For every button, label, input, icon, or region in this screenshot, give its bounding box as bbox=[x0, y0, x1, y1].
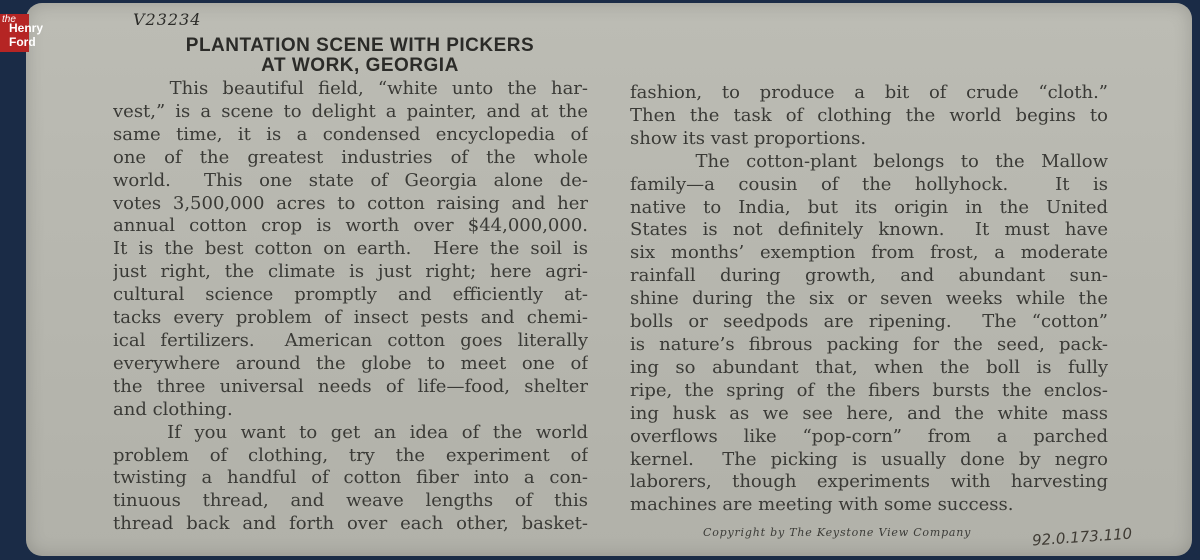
text-line: Then the task of clothing the world begins to bbox=[630, 104, 1108, 126]
card-title bbox=[126, 36, 594, 76]
text-line: ing so abundant that, when the boll is fully bbox=[630, 356, 1108, 378]
text-line: ing husk as we see here, and the white mass bbox=[630, 402, 1108, 424]
right-text-column bbox=[630, 82, 1108, 517]
text-line: native to India, but its origin in the United bbox=[630, 196, 1108, 218]
text-line: tacks every problem of insect pests and chemi- bbox=[113, 307, 588, 329]
title-line-2: AT WORK, GEORGIA bbox=[261, 55, 459, 76]
text-line: fashion, to produce a bit of crude “cloth.” bbox=[630, 82, 1108, 103]
text-line: twisting a handful of cotton fiber into a con- bbox=[113, 467, 588, 489]
text-line: laborers, though experiments with harvesting bbox=[630, 471, 1108, 493]
copyright-notice: Copyright by The Keystone View Company bbox=[703, 526, 972, 539]
text-line: show its vast proportions. bbox=[630, 127, 867, 149]
text-line: ripe, the spring of the fibers bursts the enclos- bbox=[630, 379, 1108, 401]
text-line: kernel. The picking is usually done by negro bbox=[630, 448, 1108, 470]
text-line: six months’ exemption from frost, a moderate bbox=[630, 242, 1108, 264]
text-line: annual cotton crop is worth over $44,000,000. bbox=[113, 215, 588, 237]
text-line: tinuous thread, and weave lengths of this bbox=[113, 490, 588, 512]
text-line: just right, the climate is just right; here agri- bbox=[113, 261, 588, 283]
text-line: thread back and forth over each other, basket- bbox=[113, 513, 588, 535]
text-line: votes 3,500,000 acres to cotton raising and her bbox=[113, 192, 588, 214]
text-line: rainfall during growth, and abundant sun- bbox=[630, 265, 1108, 287]
text-line: If you want to get an idea of the world bbox=[113, 421, 588, 443]
text-line: is nature’s fibrous packing for the seed, pack- bbox=[630, 333, 1108, 355]
text-line: This beautiful field, “white unto the har- bbox=[113, 78, 588, 99]
text-line: family—a cousin of the hollyhock. It is bbox=[630, 173, 1108, 195]
text-line: problem of clothing, try the experiment of bbox=[113, 444, 588, 466]
henry-ford-logo bbox=[0, 14, 44, 52]
text-line: world. This one state of Georgia alone de- bbox=[113, 169, 588, 191]
text-line: same time, it is a condensed encyclopedia of bbox=[113, 123, 588, 145]
text-line: overflows like “pop-corn” from a parched bbox=[630, 425, 1108, 447]
text-line: States is not definitely known. It must have bbox=[630, 219, 1108, 241]
text-line: vest,” is a scene to delight a painter, and at the bbox=[113, 100, 588, 122]
title-line-1: PLANTATION SCENE WITH PICKERS bbox=[185, 35, 535, 56]
text-line: bolls or seedpods are ripening. The “cotton” bbox=[630, 311, 1108, 333]
text-line: everywhere around the globe to meet one of bbox=[113, 352, 588, 374]
handwritten-accession-number: 92.0.173.110 bbox=[1031, 524, 1133, 550]
catalog-number: V23234 bbox=[133, 10, 202, 29]
text-line: one of the greatest industries of the whole bbox=[113, 146, 588, 168]
logo-ford: Ford bbox=[9, 35, 36, 49]
text-line: the three universal needs of life—food, shelter bbox=[113, 375, 588, 397]
text-line: The cotton-plant belongs to the Mallow bbox=[630, 150, 1108, 172]
left-text-column bbox=[113, 78, 588, 536]
text-line: machines are meeting with some success. bbox=[630, 494, 1014, 516]
text-line: ical fertilizers. American cotton goes literally bbox=[113, 329, 588, 351]
logo-the: the bbox=[2, 14, 16, 25]
logo-henry: Henry bbox=[9, 21, 44, 35]
text-line: and clothing. bbox=[113, 398, 233, 420]
text-line: shine during the six or seven weeks while the bbox=[630, 288, 1108, 310]
text-line: cultural science promptly and efficiently at- bbox=[113, 284, 588, 306]
text-line: It is the best cotton on earth. Here the soil is bbox=[113, 238, 588, 260]
